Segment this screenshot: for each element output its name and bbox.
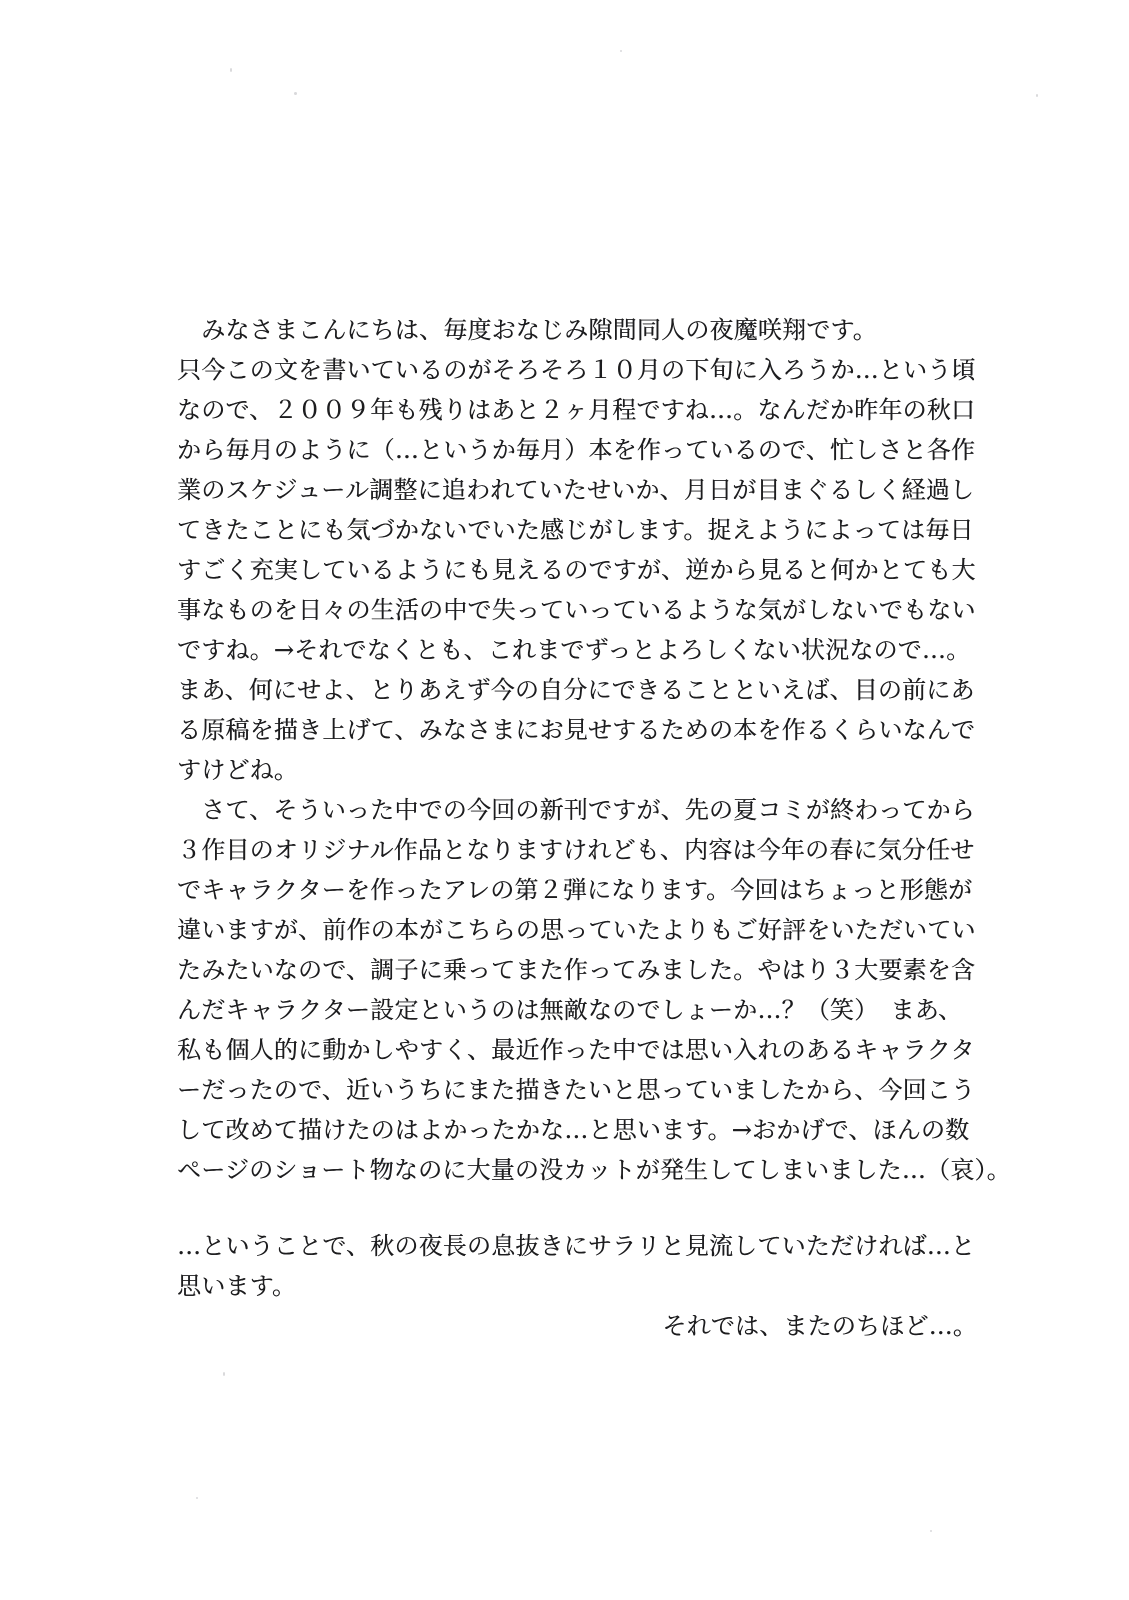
text-line: さて、そういった中での今回の新刊ですが、先の夏コミが終わってから — [177, 796, 975, 824]
text-line: んだキャラクター設定というのは無敵なのでしょーか…？（笑） まあ、 — [177, 996, 963, 1024]
text-line: 事なものを日々の生活の中で失っていっているような気がしないでもない — [177, 596, 976, 624]
text-line: 只今この文を書いているのがそろそろ１０月の下旬に入ろうか…という頃 — [177, 356, 976, 384]
afterword-text-block — [177, 310, 1011, 1346]
scan-speck — [1036, 94, 1038, 97]
text-line: から毎月のように（…というか毎月）本を作っているので、忙しさと各作 — [177, 436, 976, 464]
text-line: たみたいなので、調子に乗ってまた作ってみました。やはり３大要素を含 — [177, 956, 976, 984]
text-line: ページのショート物なのに大量の没カットが発生してしまいました…（哀）。 — [177, 1156, 1011, 1184]
text-line: る原稿を描き上げて、みなさまにお見せするための本を作るくらいなんで — [177, 716, 976, 744]
text-line: ーだったので、近いうちにまた描きたいと思っていましたから、今回こう — [177, 1076, 976, 1104]
scan-speck — [620, 50, 622, 52]
text-line: ３作目のオリジナル作品となりますけれども、内容は今年の春に気分任せ — [177, 836, 975, 864]
scan-speck — [196, 1497, 198, 1499]
scan-speck — [294, 92, 297, 95]
text-line: みなさまこんにちは、毎度おなじみ隙間同人の夜魔咲翔です。 — [177, 316, 877, 344]
text-line: 思います。 — [177, 1272, 297, 1300]
paragraph-gap — [177, 1190, 977, 1226]
text-line: 私も個人的に動かしやすく、最近作った中では思い入れのあるキャラクタ — [177, 1036, 975, 1064]
text-line: して改めて描けたのはよかったかな…と思います。→おかげで、ほんの数 — [177, 1116, 970, 1144]
text-line: なので、２００９年も残りはあと２ヶ月程ですね…。なんだか昨年の秋口 — [177, 396, 976, 424]
scan-speck — [230, 68, 232, 72]
text-line: でキャラクターを作ったアレの第２弾になります。今回はちょっと形態が — [177, 876, 973, 904]
text-line: 業のスケジュール調整に追われていたせいか、月日が目まぐるしく経過し — [177, 476, 975, 504]
text-line: てきたことにも気づかないでいた感じがします。捉えようによっては毎日 — [177, 516, 974, 544]
scan-speck — [223, 1372, 225, 1376]
text-line: すけどね。 — [177, 756, 298, 784]
signoff-line: それでは、またのちほど…。 — [662, 1312, 977, 1340]
text-line: 違いますが、前作の本がこちらの思っていたよりもご好評をいただいてい — [177, 916, 976, 944]
scan-speck — [930, 1530, 932, 1532]
text-line: ですね。→それでなくとも、これまでずっとよろしくない状況なので…。 — [177, 636, 971, 664]
text-line: まあ、何にせよ、とりあえず今の自分にできることといえば、目の前にあ — [177, 676, 975, 704]
text-line: すごく充実しているようにも見えるのですが、逆から見ると何かとても大 — [177, 556, 976, 584]
text-line: …ということで、秋の夜長の息抜きにサラリと見流していただければ…と — [177, 1232, 976, 1260]
